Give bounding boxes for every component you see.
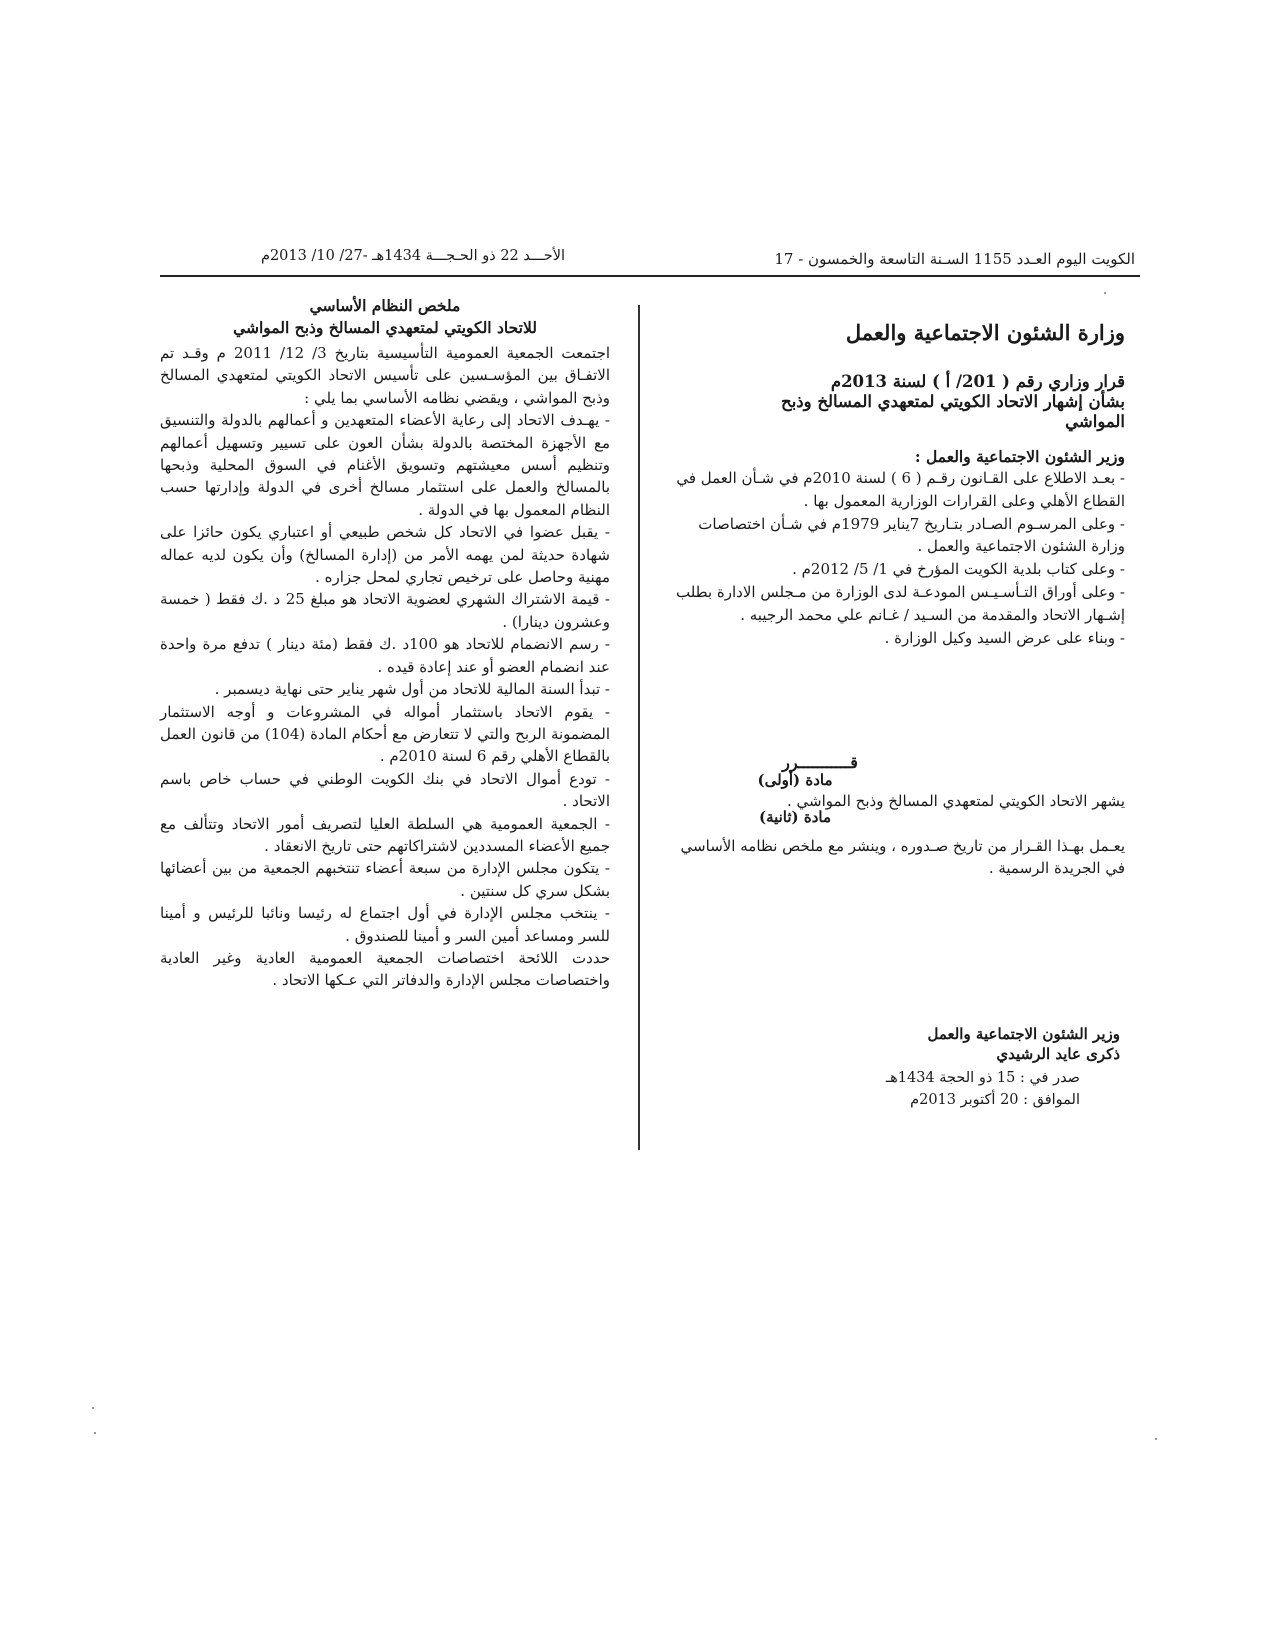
preamble-item: - بعـد الاطلاع على القـانون رقـم ( 6 ) لسنة 2010م في شـأن العمل في القطاع الأهلي وعلى القرارات الوزارية المعمول بها . xyxy=(676,469,1125,510)
summary-paragraph: - يقوم الاتحاد باستثمار أمواله في المشروعات و أوجه الاستثمار المضمونة الربح والتي لا تتعارض مع أحكام المادة (104) من قانون العمل بالقطاع الأهلي رقم 6 لسنة 2010م . xyxy=(160,702,611,766)
decision-line: قرار وزاري رقم ( 201/ أ ) لسنة 2013م xyxy=(830,372,1125,391)
scan-speck xyxy=(1155,1438,1157,1440)
article-1-text: يشهر الاتحاد الكويتي لمتعهدي المسالخ وذبح المواشي . xyxy=(786,792,1125,810)
summary-subtitle: للاتحاد الكويتي لمتعهدي المسالخ وذبح المواشي xyxy=(233,318,537,337)
summary-paragraph: - تودع أموال الاتحاد في بنك الكويت الوطني في حساب خاص باسم الاتحاد . xyxy=(160,769,610,811)
scan-speck xyxy=(92,1407,94,1409)
signature-title: وزير الشئون الاجتماعية والعمل xyxy=(927,1025,1120,1043)
header-issue-info: الكويت اليوم العـدد 1155 السـنة التاسعة والخمسون - 17 xyxy=(774,250,1135,268)
article-2-title: مادة (ثانية) xyxy=(758,808,832,826)
decision-line: المواشي xyxy=(1065,412,1125,431)
column-divider xyxy=(638,305,640,1150)
summary-title: ملخص النظام الأساسي xyxy=(309,296,461,315)
summary-paragraph: اجتمعت الجمعية العمومية التأسيسية بتاريخ 3/ 12/ 2011 م وقـد تم الاتفـاق بين المؤسـسين على تأسيس الاتحاد الكويتي لمتعهدي المسالخ وذبح المواشي ، ويقضي نظامه الأساسي بما يلي : xyxy=(160,344,611,407)
article-2-text: يعـمل بهـذا القـرار من تاريخ صـدوره ، وينشر مع ملخص نظامه الأساسي في الجريدة الرسمية . xyxy=(680,837,1125,877)
summary-paragraph: - رسم الانضمام للاتحاد هو 100د .ك فقط (مئة دينار ) تدفع مرة واحدة عند انضمام العضو أو عند إعادة قيده . xyxy=(160,635,610,676)
summary-paragraph: - تبدأ السنة المالية للاتحاد من أول شهر يناير حتى نهاية ديسمبر . xyxy=(214,680,610,699)
preamble-item: - وعلى أوراق التـأسـيـس المودعـة لدى الوزارة من مـجلس الادارة بطلب إشـهار الاتحاد والمقدمة من السـيد / غـانم علي محمد الرجيبه . xyxy=(675,582,1125,624)
scan-speck xyxy=(94,1432,96,1434)
ministry-heading: وزارة الشئون الاجتماعية والعمل xyxy=(845,320,1125,345)
scan-speck xyxy=(1104,292,1106,294)
issued-date-hijri: صدر في : 15 ذو الحجة 1434هـ xyxy=(885,1070,1080,1086)
decides-heading: قـــــــــــرر xyxy=(782,753,858,772)
summary-paragraph: - ينتخب مجلس الإدارة في أول اجتماع له رئيسا ونائبا للرئيس و أمينا للسر ومساعد أمين السر و أمينا للصندوق . xyxy=(160,904,610,945)
summary-body xyxy=(160,342,610,992)
minister-intro: وزير الشئون الاجتماعية والعمل : xyxy=(914,447,1125,466)
preamble-item: - وبناء على عرض السيد وكيل الوزارة . xyxy=(884,628,1125,647)
summary-paragraph: - يقبل عضوا في الاتحاد كل شخص طبيعي أو اعتباري يكون حائزا على شهادة حديثة لمن يهمه الأمر من (إدارة المسالخ) وأن يكون لديه عماله مهنية وحاصل على ترخيص تجاري لمحل جزاره . xyxy=(160,523,610,587)
preamble-item: - وعلى كتاب بلدية الكويت المؤرخ في 1/ 5/ 2012م . xyxy=(792,560,1125,579)
issued-date-gregorian: الموافق : 20 أكتوبر 2013م xyxy=(910,1092,1080,1108)
signature-name: ذكرى عايد الرشيدي xyxy=(996,1045,1120,1063)
summary-paragraph: حددت اللائحة اختصاصات الجمعية العمومية العادية وغير العادية واختصاصات مجلس الإدارة والدفاتر التي عـكها الاتحاد . xyxy=(160,948,610,990)
preamble xyxy=(660,467,1125,649)
summary-paragraph: - يتكون مجلس الإدارة من سبعة أعضاء تنتخبهم الجمعية من بين أعضائها بشكل سري كل سنتين . xyxy=(160,859,610,900)
header-divider xyxy=(160,275,1140,277)
preamble-item: - وعلى المرسـوم الصـادر بتـاريخ 7يناير 1979م في شـأن اختصاصات وزارة الشئون الاجتماعية والعمل . xyxy=(698,514,1125,556)
summary-paragraph: - الجمعية العمومية هي السلطة العليا لتصريف أمور الاتحاد وتتألف مع جميع الأعضاء المسددين لاشتراكاتهم حتى تاريخ الانعقاد . xyxy=(160,814,610,855)
summary-paragraph: - يهـدف الاتحاد إلى رعاية الأعضاء المتعهدين و أعمالهم بالدولة والتنسيق مع الأجهزة المختصة بالدولة بشأن العون على تسيير وتسهيل أعمالهم وتنظيم أسس معيشتهم وتسويق الأغنام في السوق المحلية وذبحها بالمسالخ والعمل على استثمار مسالخ أخرى في الدولة وإدارتها حسب النظام المعمول بها في الدولة . xyxy=(160,411,610,519)
summary-paragraph: - قيمة الاشتراك الشهري لعضوية الاتحاد هو مبلغ 25 د .ك فقط ( خمسة وعشرون دينارا) . xyxy=(160,590,610,631)
decision-line: بشأن إشهار الاتحاد الكويتي لمتعهدي المسالخ وذبح xyxy=(781,392,1125,411)
article-1-title: مادة (أولى) xyxy=(757,771,833,789)
decision-title xyxy=(660,372,1125,432)
header-date: الأحـــد 22 ذو الحـجـــة 1434هـ -27/ 10/ 2013م xyxy=(260,248,565,264)
